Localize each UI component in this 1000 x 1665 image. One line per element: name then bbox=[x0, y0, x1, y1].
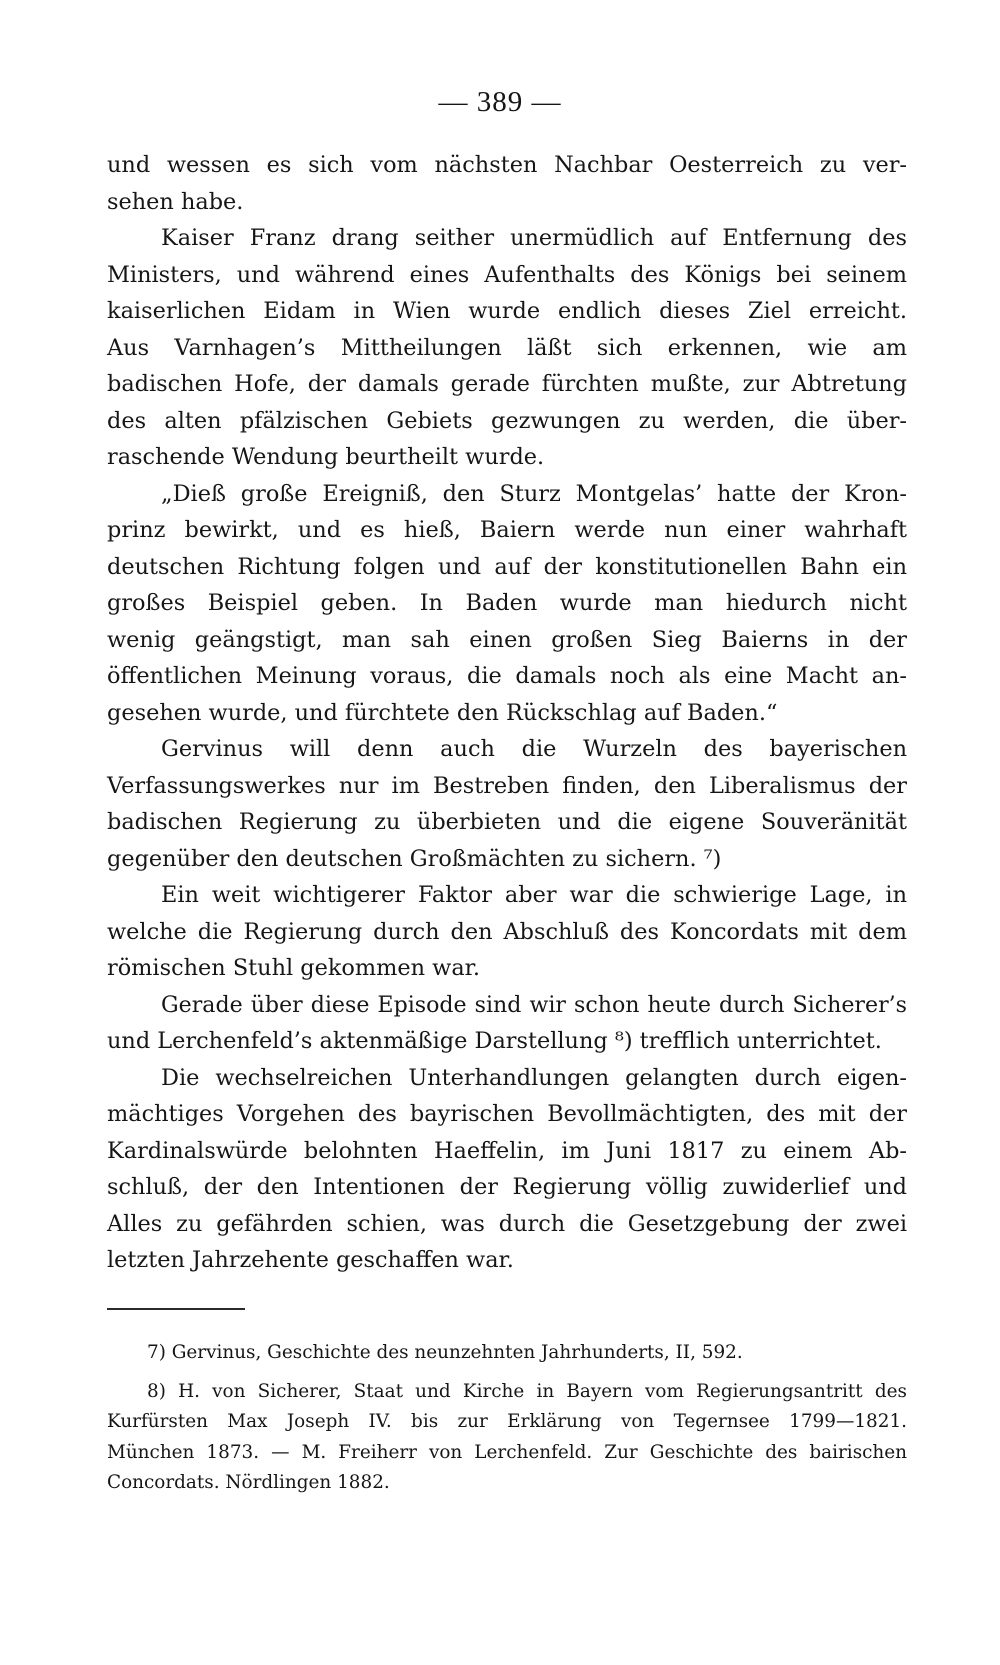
body-line: prinz bewirkt, und es hieß, Baiern werde nun einer wahrhaft bbox=[107, 517, 907, 543]
body-line: gegenüber den deutschen Großmächten zu sichern. ⁷) bbox=[107, 845, 722, 872]
body-line: welche die Regierung durch den Abschluß des Koncordats mit dem bbox=[107, 918, 907, 945]
body-line: kaiserlichen Eidam in Wien wurde endlich dieses Ziel erreicht. bbox=[107, 298, 907, 324]
body-line: letzten Jahrzehente geschaffen war. bbox=[107, 1247, 514, 1273]
body-line: schluß, der den Intentionen der Regierung völlig zuwiderlief und bbox=[107, 1174, 907, 1200]
body-line: raschende Wendung beurtheilt wurde. bbox=[107, 444, 545, 470]
body-line: wenig geängstigt, man sah einen großen Sieg Baierns in der bbox=[107, 626, 907, 653]
body-line: mächtiges Vorgehen des bayrischen Bevollmächtigten, des mit der bbox=[107, 1101, 907, 1127]
footnote-line: 7) Gervinus, Geschichte des neunzehnten Jahrhunderts, II, 592. bbox=[147, 1342, 743, 1363]
body-line: öffentlichen Meinung voraus, die damals noch als eine Macht an- bbox=[107, 663, 907, 689]
footnote-line: Kurfürsten Max Joseph IV. bis zur Erklärung von Tegernsee 1799—1821. bbox=[107, 1411, 907, 1432]
body-text bbox=[107, 147, 907, 1279]
footnote bbox=[107, 1377, 907, 1499]
body-line: Kaiser Franz drang seither unermüdlich auf Entfernung des bbox=[161, 225, 907, 251]
body-line: Verfassungswerkes nur im Bestreben finden, den Liberalismus der bbox=[107, 772, 907, 799]
body-line: Aus Varnhagen’s Mittheilungen läßt sich erkennen, wie am bbox=[107, 334, 907, 361]
body-line: großes Beispiel geben. In Baden wurde man hiedurch nicht bbox=[107, 590, 907, 616]
body-line: Kardinalswürde belohnten Haeffelin, im Juni 1817 zu einem Ab- bbox=[107, 1137, 907, 1164]
body-line: „Dieß große Ereigniß, den Sturz Montgelas’ hatte der Kron- bbox=[161, 480, 907, 507]
footnote-line: 8) H. von Sicherer, Staat und Kirche in Bayern vom Regierungsantritt des bbox=[147, 1380, 907, 1402]
body-line: gesehen wurde, und fürchtete den Rückschlag auf Baden.“ bbox=[107, 699, 778, 726]
body-line: und Lerchenfeld’s aktenmäßige Darstellung ⁸) trefflich unterrichtet. bbox=[107, 1028, 882, 1054]
footnote bbox=[107, 1338, 907, 1369]
footnotes bbox=[107, 1338, 907, 1499]
body-line: badischen Hofe, der damals gerade fürchten mußte, zur Abtretung bbox=[107, 371, 907, 397]
body-line: Gerade über diese Episode sind wir schon heute durch Sicherer’s bbox=[161, 991, 907, 1018]
body-line: Alles zu gefährden schien, was durch die Gesetzgebung der zwei bbox=[107, 1210, 907, 1237]
body-line: deutschen Richtung folgen und auf der konstitutionellen Bahn ein bbox=[107, 553, 907, 580]
body-line: Gervinus will denn auch die Wurzeln des bayerischen bbox=[161, 736, 907, 762]
body-line: des alten pfälzischen Gebiets gezwungen zu werden, die über- bbox=[107, 407, 907, 434]
body-line: Ministers, und während eines Aufenthalts des Königs bei seinem bbox=[107, 261, 907, 288]
footnote-line: München 1873. — M. Freiherr von Lerchenfeld. Zur Geschichte des bairischen bbox=[107, 1441, 907, 1463]
footnote-separator bbox=[107, 1308, 245, 1310]
body-line: und wessen es sich vom nächsten Nachbar Oesterreich zu ver- bbox=[107, 152, 907, 178]
body-line: badischen Regierung zu überbieten und die eigene Souveränität bbox=[107, 809, 907, 835]
body-line: römischen Stuhl gekommen war. bbox=[107, 955, 481, 981]
body-line: sehen habe. bbox=[107, 188, 244, 215]
body-line: Die wechselreichen Unterhandlungen gelangten durch eigen- bbox=[161, 1064, 907, 1091]
footnote-line: Concordats. Nördlingen 1882. bbox=[107, 1472, 390, 1493]
body-line: Ein weit wichtigerer Faktor aber war die schwierige Lage, in bbox=[161, 882, 907, 908]
page-number: — 389 — bbox=[438, 86, 562, 118]
